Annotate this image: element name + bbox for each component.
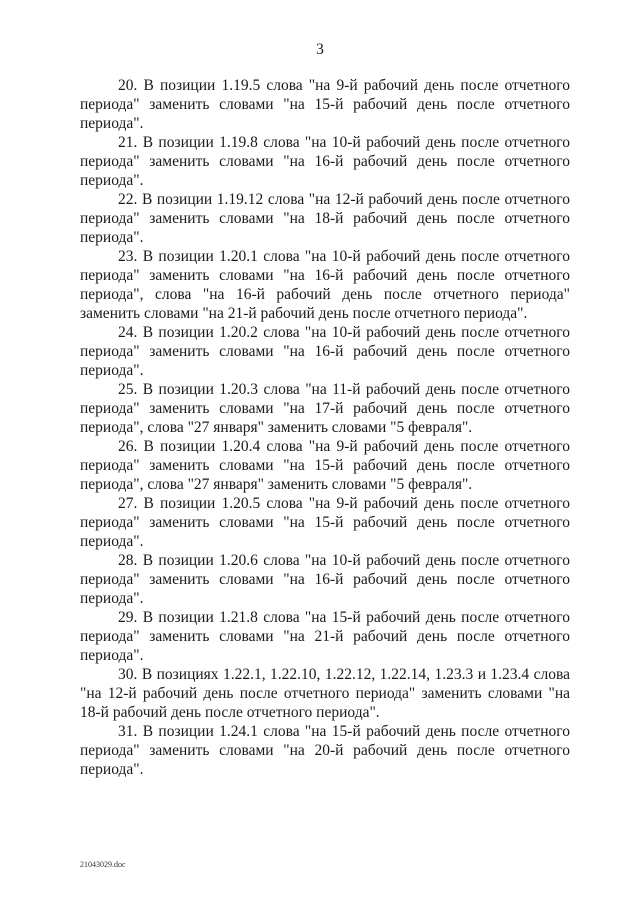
paragraph-22: 22. В позиции 1.19.12 слова "на 12-й рабочий день после отчетного периода" заменить словами "на 18-й рабочий день после отчетного периода". xyxy=(80,191,570,246)
paragraph-23: 23. В позиции 1.20.1 слова "на 10-й рабочий день после отчетного периода" заменить словами "на 16-й рабочий день после отчетного периода", слова "на 16-й рабочий день после отчетного периода" заменить словами "на 21-й рабочий день после отчетного периода". xyxy=(80,248,570,322)
paragraph-27: 27. В позиции 1.20.5 слова "на 9-й рабочий день после отчетного периода" заменить словами "на 15-й рабочий день после отчетного периода". xyxy=(80,495,570,550)
footer-filename: 21043029.doc xyxy=(80,860,126,869)
paragraph-31: 31. В позиции 1.24.1 слова "на 15-й рабочий день после отчетного периода" заменить словами "на 20-й рабочий день после отчетного периода". xyxy=(80,723,570,778)
paragraph-21: 21. В позиции 1.19.8 слова "на 10-й рабочий день после отчетного периода" заменить словами "на 16-й рабочий день после отчетного периода". xyxy=(80,134,570,189)
paragraph-25: 25. В позиции 1.20.3 слова "на 11-й рабочий день после отчетного периода" заменить словами "на 17-й рабочий день после отчетного периода", слова "27 января" заменить словами "5 февраля". xyxy=(80,381,570,436)
paragraph-26: 26. В позиции 1.20.4 слова "на 9-й рабочий день после отчетного периода" заменить словами "на 15-й рабочий день после отчетного периода", слова "27 января" заменить словами "5 февраля". xyxy=(80,438,570,493)
paragraph-28: 28. В позиции 1.20.6 слова "на 10-й рабочий день после отчетного периода" заменить словами "на 16-й рабочий день после отчетного периода". xyxy=(80,552,570,607)
paragraph-29: 29. В позиции 1.21.8 слова "на 15-й рабочий день после отчетного периода" заменить словами "на 21-й рабочий день после отчетного периода". xyxy=(80,609,570,664)
paragraph-24: 24. В позиции 1.20.2 слова "на 10-й рабочий день после отчетного периода" заменить словами "на 16-й рабочий день после отчетного периода". xyxy=(80,324,570,379)
document-body xyxy=(80,76,570,779)
page-number: 3 xyxy=(316,41,324,58)
paragraph-30: 30. В позициях 1.22.1, 1.22.10, 1.22.12, 1.22.14, 1.23.3 и 1.23.4 слова "на 12-й рабочий день после отчетного периода" заменить словами "на 18-й рабочий день после отчетного периода". xyxy=(80,666,570,721)
paragraph-20: 20. В позиции 1.19.5 слова "на 9-й рабочий день после отчетного периода" заменить словами "на 15-й рабочий день после отчетного периода". xyxy=(80,77,570,132)
